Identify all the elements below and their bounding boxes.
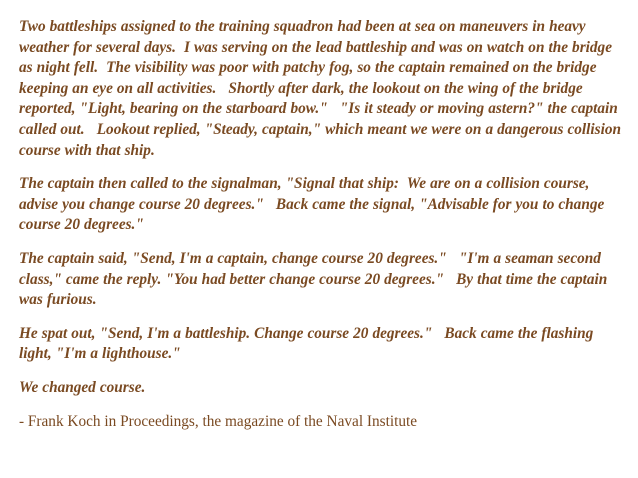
attribution: - Frank Koch in Proceedings, the magazine of the Naval Institute [19,412,418,430]
story-paragraph-2: The captain then called to the signalman, "Signal that ship: We are on a collision course, advise you change course 20 degrees." Back came the signal, "Advisable for you to change course 20 degrees." [19,175,609,234]
story-document [19,17,624,432]
story-paragraph-1: Two battleships assigned to the training squadron had been at sea on maneuvers in heavy weather for several days. I was serving on the lead battleship and was on watch on the bridge as night fell. The visibility was poor with patchy fog, so the captain remained on the bridge keeping an eye on all activities. Shortly after dark, the lookout on the wing of the bridge reported, "Light, bearing on the starboard bow." "Is it steady or moving astern?" the captain called out. Lookout replied, "Steady, captain," which meant we were on a dangerous collision course with that ship. [19,18,626,159]
story-paragraph-4: He spat out, "Send, I'm a battleship. Change course 20 degrees." Back came the flashing light, "I'm a lighthouse." [19,324,598,363]
story-paragraph-5: We changed course. [19,378,146,396]
story-paragraph-3: The captain said, "Send, I'm a captain, change course 20 degrees." "I'm a seaman second class," came the reply. "You had better change course 20 degrees." By that time the captain was furious. [19,249,612,309]
